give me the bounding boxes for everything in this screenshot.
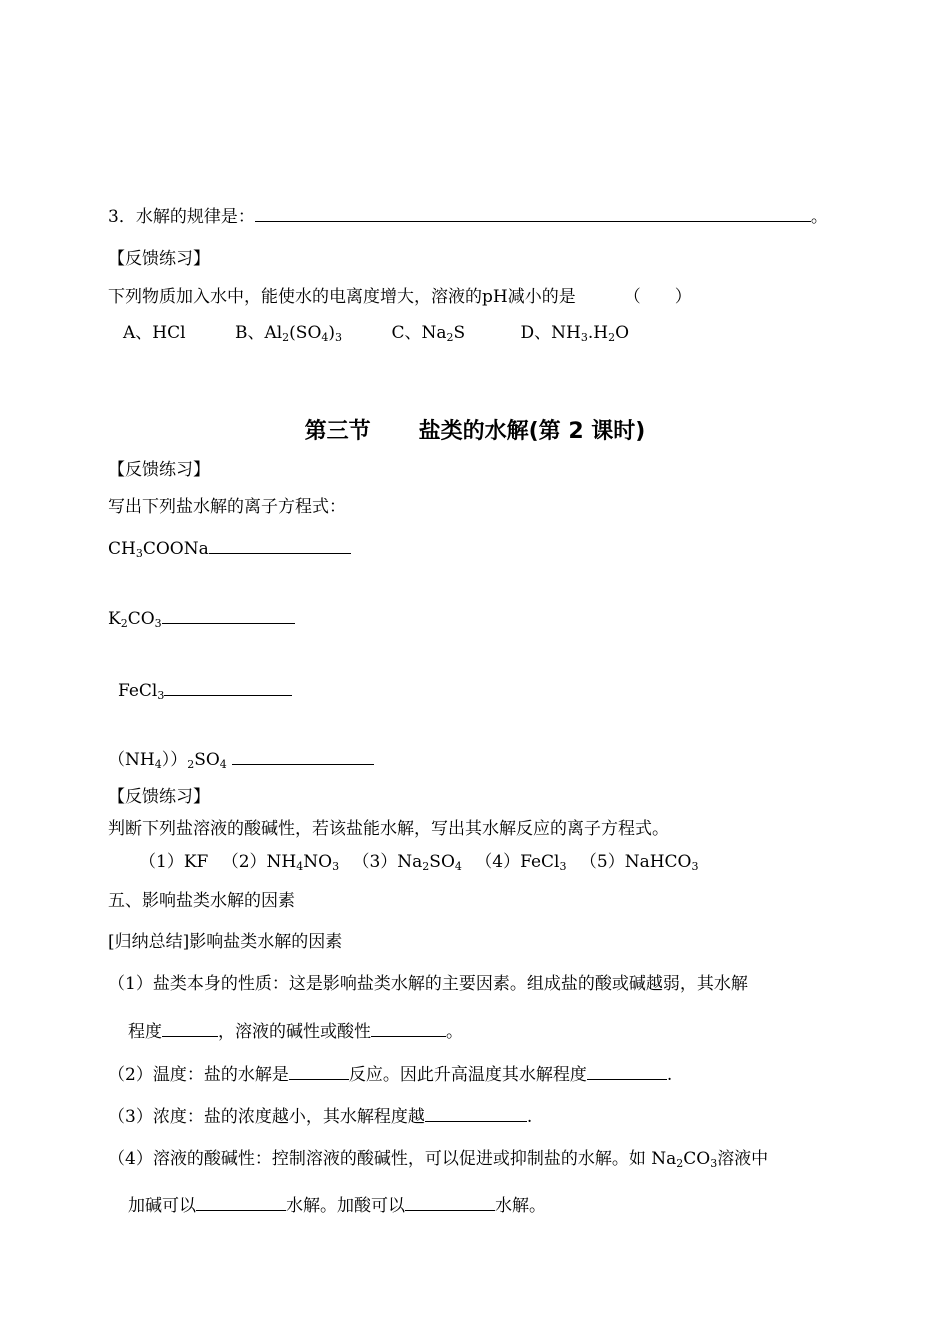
salt-item-1: （1）KF: [139, 852, 209, 872]
title-section: 第三节: [304, 419, 371, 444]
hydrolysis-rule-line: [108, 205, 828, 228]
rule-label: 3．水解的规律是：: [108, 207, 255, 227]
answer-blank[interactable]: [405, 1194, 495, 1211]
answer-blank[interactable]: [289, 1063, 349, 1080]
answer-blank[interactable]: [587, 1063, 667, 1080]
salt-item-2: $(2)NH_4NO_3$: [221, 852, 340, 873]
answer-blank[interactable]: [371, 1020, 446, 1037]
answer-blank[interactable]: [425, 1105, 527, 1122]
answer-blank[interactable]: [162, 1020, 218, 1037]
question-line: [108, 286, 692, 308]
factor-3-line: （3）浓度：盐的浓度越小，其水解程度越 .: [108, 1107, 533, 1127]
salt-item-5: （5）NaHCO$_3$: [579, 852, 699, 873]
summary-heading: [归纳总结]影响盐类水解的因素: [108, 932, 343, 952]
formula-k2co3: $K_2CO_3$: [108, 607, 295, 630]
factor-2-line: （2）温度：盐的水解是 反应。因此升高温度其水解程度 .: [108, 1065, 673, 1085]
feedback-heading-3: 【反馈练习】: [108, 787, 210, 807]
option-c: C、$Na_2S$: [391, 323, 466, 344]
option-b: B、$Al_2(SO_4)_3$: [234, 323, 343, 344]
salt-list: [139, 851, 699, 873]
option-a: A、HCl: [123, 323, 186, 343]
feedback-heading-1: 【反馈练习】: [108, 249, 210, 269]
formula-nh4-2so4: $(NH_4))_2SO_4$: [108, 748, 374, 771]
equation-instruction: 写出下列盐水解的离子方程式：: [108, 497, 346, 517]
option-d: D、$NH_3.H_2O$: [520, 323, 630, 344]
formula-fecl3: FeCl$_3$: [118, 679, 292, 702]
answer-blank[interactable]: [196, 1194, 286, 1211]
salt-item-3: $(3)Na_2SO_4$: [352, 852, 462, 873]
factor-1-line-1: （1）盐类本身的性质：这是影响盐类水解的主要因素。组成盐的酸或碱越弱，其水解: [108, 974, 748, 994]
rule-end: 。: [810, 207, 828, 227]
answer-blank[interactable]: [232, 748, 374, 765]
question-text: 下列物质加入水中，能使水的电离度增大，溶液的pH减小的是: [108, 287, 576, 307]
salt-item-4: （4）FeCl$_3$: [475, 852, 567, 873]
rule-blank[interactable]: [255, 205, 811, 222]
answer-blank[interactable]: [164, 679, 292, 696]
factor-1-line-2: 程度 ，溶液的碱性或酸性 。: [128, 1022, 463, 1042]
factors-heading: 五、影响盐类水解的因素: [108, 891, 295, 911]
factor-4-line-1: （4）溶液的酸碱性：控制溶液的酸碱性，可以促进或抑制盐的水解。如 $Na_2CO_3$溶液中: [108, 1149, 769, 1170]
options-line: [123, 322, 629, 344]
formula-ch3coona: $CH_3COONa$: [108, 537, 351, 560]
feedback-heading-2: 【反馈练习】: [108, 460, 210, 480]
answer-blank[interactable]: [162, 607, 295, 624]
answer-paren: （ ）: [623, 287, 692, 307]
factor-4-line-2: 加碱可以 水解。加酸可以 水解。: [128, 1196, 546, 1216]
section-title: [0, 414, 950, 445]
answer-blank[interactable]: [209, 537, 351, 554]
title-topic: 盐类的水解(第 2 课时): [418, 419, 646, 444]
acid-base-instruction: 判断下列盐溶液的酸碱性，若该盐能水解，写出其水解反应的离子方程式。: [108, 819, 669, 839]
